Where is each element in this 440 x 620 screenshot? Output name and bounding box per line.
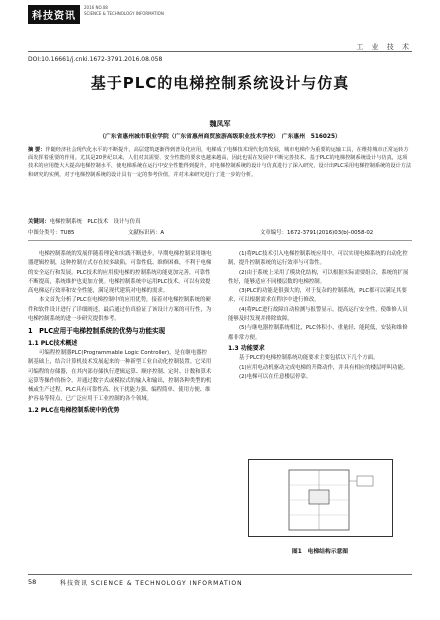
clc-number: 中图分类号：TU85 xyxy=(28,230,75,236)
section-label: 工 业 技 术 xyxy=(356,43,412,51)
paper-title: 基于PLC的电梯控制系统设计与仿真 xyxy=(90,74,350,92)
paragraph: (2)由于系统上采用了模块化结构，可以根据实际需要组合，系统的扩展性好，能够适应不同楼层数的电梯控制。 xyxy=(228,269,409,285)
abstract-text: 伴随经济社会现代化水平的不断提升，高层建筑逐渐得到普及化应用，电梯成了电梯技术现代化的发展，城市电梯作为重要的运输工具，在维持城市正常运转方面发挥着重要的作用。尤其是20世纪以来，人们对其需要、安全性能的要求也越来越高，因此也需在发展中不断完善技术。基于PLC的电梯控制系统设计与仿真，这项技术的应用能大大提高电梯控制水平，使电梯系统在运行中安全性能得到提升，对电梯控制系统的设计与仿真进行了深入研究，设计出PLC采用电梯控制系统的设计方法和研究的实例，对于电梯控制系统的设计具有一定的参考价值，并对未来研究进行了进一步的分析。 xyxy=(28,147,412,178)
elevator-diagram xyxy=(249,460,394,538)
section-heading: 1.2 PLC在电梯控制系统中的优势 xyxy=(28,406,120,414)
section-heading: 1 PLC应用于电梯控制系统的优势与功能实现 xyxy=(28,327,166,336)
abstract xyxy=(28,146,412,179)
document-code: 文献标识码：A xyxy=(128,230,165,236)
abstract-divider xyxy=(28,240,412,241)
article-number: 文章编号：1672-3791(2016)03(b)-0058-02 xyxy=(260,230,374,236)
paragraph: 电梯控制系统的发展伴随着理论和实践不断进步，早期电梯控制采用继电器逻辑控制，这种控制方式存在较多缺陷，可靠性低、维修困难，不利于电梯的安全运行和发展。PLC技术的应用使电梯的控制系统功能更加完善，可靠性不断提高，系统维护也更加方便。电梯控制系统中运用PLC技术，可以有效提高电梯运行效率和安全性能，满足现代建筑对电梯的需求。 xyxy=(28,251,212,295)
footer-divider xyxy=(28,574,412,575)
author-affiliation: （广东省惠州城市职业学院（广东省惠州商贸旅游高级职业技术学校） 广东惠州 516025） xyxy=(99,134,341,140)
paragraph: (1)将PLC技术引入电梯控制系统应用中，可以实现电梯系统的自动化控制，提升控制系统的运行效率与可靠性。 xyxy=(228,251,408,267)
paragraph: (3)PLC的功能是很强大的，对于复杂的控制系统，PLC都可以满足其要求，可以根据需求在程序中进行修改。 xyxy=(228,288,407,304)
section-heading: 1.3 功能要求 xyxy=(228,344,265,352)
doi: DOI:10.16661/j.cnki.1672-3791.2016.08.058 xyxy=(28,56,163,63)
figure-caption: 图1 电梯结构示意图 xyxy=(291,549,349,555)
elevator-structure-figure xyxy=(248,459,393,537)
journal-issue: 2016 NO.08 xyxy=(84,5,108,10)
paragraph: (2)电梯可以在任意楼层停靠。 xyxy=(239,373,312,380)
paragraph: 可编程控制器PLC(Programmable Logic Controller)，是在继电器控制基础上，结合计算机技术发展起来的一种新型工业自动化控制装置。它采用可编程的存储器，在其内部存储执行逻辑运算、顺序控制、定时、计数和算术运算等操作的指令，并通过数字式或模拟式的输入和输出，控制各种类型的机械或生产过程。PLC具有可靠性高、抗干扰能力强、编程简单、使用方便、维护容易等特点，已广泛应用于工业控制的各个领域。 xyxy=(28,349,212,403)
journal-english-name: SCIENCE & TECHNOLOGY INFORMATION xyxy=(84,10,164,16)
keywords xyxy=(28,217,412,225)
paragraph: 本文首先分析了PLC在电梯控制中的应用优势，接着对电梯控制系统的硬件和软件设计进行了详细阐述，最后通过仿真验证了该设计方案的可行性，为电梯控制系统的进一步研究提供参考。 xyxy=(28,297,212,323)
journal-masthead xyxy=(0,0,440,50)
section-heading: 1.1 PLC技术概述 xyxy=(28,339,78,347)
classification-row xyxy=(28,228,412,238)
journal-issue-info xyxy=(84,5,164,16)
author-name: 魏凤军 xyxy=(209,120,231,128)
body-column-left xyxy=(28,250,212,416)
paragraph: 基于PLC的电梯控制系统功能要求主要包括以下几个方面。 xyxy=(239,355,379,362)
footer-journal-name: 科技资讯 SCIENCE & TECHNOLOGY INFORMATION xyxy=(60,580,243,587)
body-column-right xyxy=(228,250,412,382)
paragraph: (1)应用电动机驱动完成电梯的升降动作，并具有相应的楼层呼叫功能。 xyxy=(239,364,409,371)
keywords-label: 关键词： xyxy=(28,219,50,225)
page-number: 58 xyxy=(28,578,37,586)
paragraph: (4)将PLC进行故障自动检测与报警显示，提高运行安全性，使维修人员能够及时发现并排除故障。 xyxy=(228,306,408,323)
abstract-label: 摘 要： xyxy=(28,147,46,153)
keywords-text: 电梯控制系统 PLC技术 设计与仿真 xyxy=(49,219,141,225)
paragraph: (5)与继电器控制系统相比，PLC体积小、重量轻、能耗低，安装和维修都非常方便。 xyxy=(228,325,408,341)
journal-brand: 科技资讯 xyxy=(28,5,80,24)
header-divider xyxy=(28,51,412,52)
